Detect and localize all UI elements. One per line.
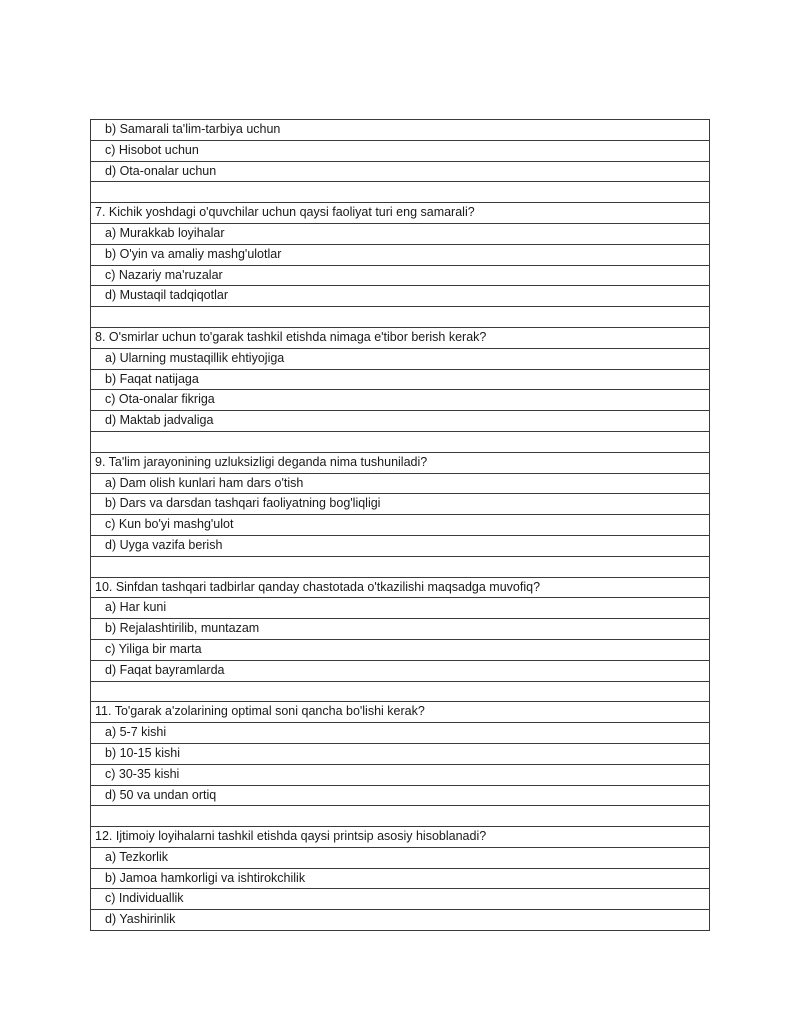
blank-row <box>91 431 710 452</box>
answer-option-text: b) Faqat natijaga <box>91 369 710 390</box>
answer-option-text: c) Ota-onalar fikriga <box>91 390 710 411</box>
answer-option-row <box>91 764 710 785</box>
answer-option-text: d) Faqat bayramlarda <box>91 660 710 681</box>
question-text: 9. Ta'lim jarayonining uzluksizligi deganda nima tushuniladi? <box>91 452 710 473</box>
answer-option-row <box>91 473 710 494</box>
answer-option-row <box>91 390 710 411</box>
quiz-table <box>90 119 710 931</box>
blank-cell <box>91 307 710 328</box>
answer-option-row <box>91 660 710 681</box>
answer-option-text: b) O'yin va amaliy mashg'ulotlar <box>91 244 710 265</box>
answer-option-text: a) Tezkorlik <box>91 847 710 868</box>
question-text: 10. Sinfdan tashqari tadbirlar qanday chastotada o'tkazilishi maqsadga muvofiq? <box>91 577 710 598</box>
answer-option-row <box>91 140 710 161</box>
answer-option-row <box>91 244 710 265</box>
answer-option-text: b) Samarali ta'lim-tarbiya uchun <box>91 120 710 141</box>
answer-option-text: a) Ularning mustaqillik ehtiyojiga <box>91 348 710 369</box>
answer-option-text: c) Individuallik <box>91 889 710 910</box>
answer-option-row <box>91 598 710 619</box>
answer-option-row <box>91 910 710 931</box>
answer-option-text: c) Kun bo'yi mashg'ulot <box>91 515 710 536</box>
quiz-table-body <box>91 120 710 931</box>
blank-cell <box>91 806 710 827</box>
answer-option-text: c) Yiliga bir marta <box>91 639 710 660</box>
question-text: 11. To'garak a'zolarining optimal soni qancha bo'lishi kerak? <box>91 702 710 723</box>
answer-option-text: c) 30-35 kishi <box>91 764 710 785</box>
answer-option-text: a) 5-7 kishi <box>91 723 710 744</box>
blank-cell <box>91 556 710 577</box>
answer-option-text: a) Dam olish kunlari ham dars o'tish <box>91 473 710 494</box>
answer-option-text: d) Maktab jadvaliga <box>91 411 710 432</box>
answer-option-row <box>91 847 710 868</box>
answer-option-row <box>91 369 710 390</box>
answer-option-row <box>91 868 710 889</box>
answer-option-text: b) Dars va darsdan tashqari faoliyatning bog'liqligi <box>91 494 710 515</box>
answer-option-text: b) Rejalashtirilib, muntazam <box>91 619 710 640</box>
question-row <box>91 327 710 348</box>
answer-option-row <box>91 286 710 307</box>
blank-row <box>91 806 710 827</box>
answer-option-text: d) Yashirinlik <box>91 910 710 931</box>
answer-option-text: d) Mustaqil tadqiqotlar <box>91 286 710 307</box>
blank-cell <box>91 182 710 203</box>
answer-option-text: d) Ota-onalar uchun <box>91 161 710 182</box>
answer-option-row <box>91 515 710 536</box>
answer-option-row <box>91 348 710 369</box>
question-row <box>91 203 710 224</box>
question-text: 7. Kichik yoshdagi o'quvchilar uchun qaysi faoliyat turi eng samarali? <box>91 203 710 224</box>
blank-cell <box>91 681 710 702</box>
answer-option-text: c) Nazariy ma'ruzalar <box>91 265 710 286</box>
question-row <box>91 452 710 473</box>
answer-option-row <box>91 223 710 244</box>
answer-option-row <box>91 120 710 141</box>
answer-option-text: a) Har kuni <box>91 598 710 619</box>
blank-cell <box>91 431 710 452</box>
answer-option-row <box>91 723 710 744</box>
blank-row <box>91 556 710 577</box>
answer-option-row <box>91 785 710 806</box>
answer-option-text: a) Murakkab loyihalar <box>91 223 710 244</box>
answer-option-row <box>91 619 710 640</box>
answer-option-row <box>91 889 710 910</box>
answer-option-row <box>91 161 710 182</box>
answer-option-text: b) 10-15 kishi <box>91 743 710 764</box>
question-row <box>91 577 710 598</box>
answer-option-row <box>91 535 710 556</box>
answer-option-row <box>91 639 710 660</box>
answer-option-text: c) Hisobot uchun <box>91 140 710 161</box>
answer-option-text: b) Jamoa hamkorligi va ishtirokchilik <box>91 868 710 889</box>
question-text: 12. Ijtimoiy loyihalarni tashkil etishda qaysi printsip asosiy hisoblanadi? <box>91 827 710 848</box>
answer-option-text: d) Uyga vazifa berish <box>91 535 710 556</box>
blank-row <box>91 681 710 702</box>
answer-option-row <box>91 411 710 432</box>
question-text: 8. O'smirlar uchun to'garak tashkil etishda nimaga e'tibor berish kerak? <box>91 327 710 348</box>
answer-option-row <box>91 494 710 515</box>
question-row <box>91 827 710 848</box>
question-row <box>91 702 710 723</box>
answer-option-row <box>91 743 710 764</box>
blank-row <box>91 182 710 203</box>
blank-row <box>91 307 710 328</box>
answer-option-text: d) 50 va undan ortiq <box>91 785 710 806</box>
answer-option-row <box>91 265 710 286</box>
